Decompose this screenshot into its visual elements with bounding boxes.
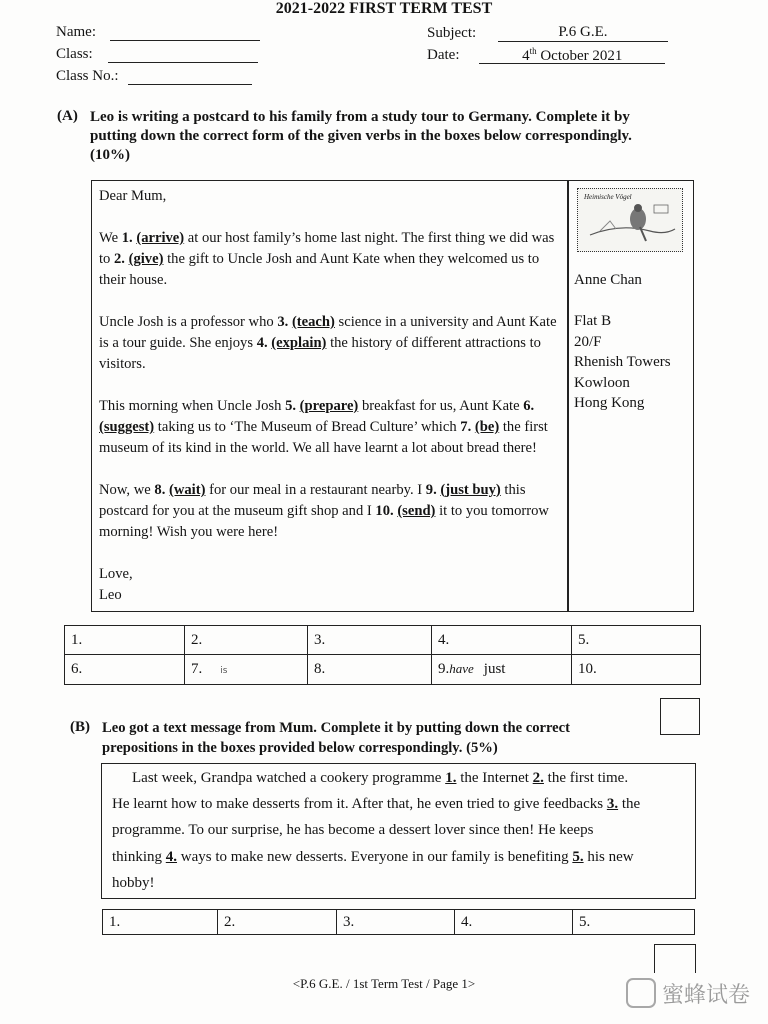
blank-marker: (teach) bbox=[291, 314, 335, 330]
text-segment: the gift to Uncle Josh and Aunt Kate when they welcomed us to their house. bbox=[99, 251, 540, 288]
prep-answer-box-5[interactable]: 5. bbox=[573, 910, 695, 935]
address-name: Anne Chan bbox=[574, 272, 642, 288]
subject-row bbox=[427, 24, 668, 42]
stamp-caption: Heimische Vögel bbox=[584, 193, 632, 201]
letter-paragraph-1 bbox=[99, 228, 561, 291]
part-b-score-box[interactable] bbox=[654, 944, 696, 973]
answer-box-9[interactable] bbox=[432, 655, 572, 685]
answer-box-3[interactable]: 3. bbox=[308, 626, 432, 655]
class-row bbox=[56, 46, 258, 63]
blank-marker: (suggest) bbox=[99, 419, 155, 435]
message-line-3 bbox=[112, 822, 687, 839]
letter-paragraph-4 bbox=[99, 480, 561, 543]
part-a-score-box[interactable] bbox=[660, 698, 700, 735]
part-a-answer-grid bbox=[64, 625, 701, 685]
blank-marker: (send) bbox=[397, 503, 436, 519]
prep-answer-box-4[interactable]: 4. bbox=[455, 910, 573, 935]
blank-marker: 3. bbox=[606, 796, 619, 812]
message-line-2 bbox=[112, 796, 687, 813]
text-segment: the history of different attractions to visitors. bbox=[99, 335, 541, 372]
answer-box-7[interactable] bbox=[185, 655, 308, 685]
part-a-label: (A) bbox=[57, 108, 78, 124]
part-b-instruction bbox=[102, 719, 662, 758]
blank-marker: (be) bbox=[474, 419, 500, 435]
date-label: Date: bbox=[427, 47, 460, 63]
address-block bbox=[574, 270, 671, 413]
answer-box-5[interactable]: 5. bbox=[572, 626, 701, 655]
text-segment: the first museum of its kind in the world. We all have learnt a lot about bread there! bbox=[99, 419, 548, 456]
letter-closing: Love, bbox=[99, 566, 133, 582]
classno-label: Class No.: bbox=[56, 68, 119, 84]
text-segment: This morning when Uncle Josh bbox=[99, 398, 286, 414]
date-row bbox=[427, 46, 665, 64]
answer-box-10[interactable]: 10. bbox=[572, 655, 701, 685]
text-segment: this postcard for you at the museum gift shop and I bbox=[99, 482, 526, 519]
part-a-instruction-line1: Leo is writing a postcard to his family from a study tour to Germany. Complete it by bbox=[90, 109, 630, 125]
text-segment: Last week, Grandpa watched a cookery programme bbox=[132, 770, 446, 786]
blank-marker: (arrive) bbox=[136, 230, 185, 246]
text-segment: Uncle Josh is a professor who bbox=[99, 314, 278, 330]
part-b-instruction-line1: Leo got a text message from Mum. Complete it by putting down the correct bbox=[102, 720, 570, 736]
blank-marker: (give) bbox=[128, 251, 164, 267]
prep-answer-box-1[interactable]: 1. bbox=[103, 910, 218, 935]
blank-marker: (prepare) bbox=[299, 398, 359, 414]
blank-marker: 2. bbox=[532, 770, 544, 786]
date-value bbox=[479, 46, 665, 64]
address-flat: Flat B bbox=[574, 313, 612, 330]
blank-marker: 5. bbox=[572, 849, 584, 865]
watermark bbox=[626, 978, 750, 1009]
text-segment: hobby! bbox=[112, 875, 155, 891]
postcard-letter bbox=[99, 186, 561, 606]
message-line-5 bbox=[112, 875, 687, 892]
text-segment: the bbox=[618, 796, 641, 812]
question-number: 9. bbox=[425, 482, 441, 498]
text-segment: Now, we bbox=[99, 482, 155, 498]
part-b-label: (B) bbox=[70, 719, 90, 735]
class-blank[interactable] bbox=[108, 48, 258, 63]
blank-marker: 1. bbox=[445, 770, 457, 786]
part-b-answer-grid bbox=[102, 909, 695, 935]
text-segment: the first time. bbox=[543, 770, 629, 786]
watermark-text: 蜜蜂试卷 bbox=[661, 983, 750, 1008]
question-number: 1. bbox=[121, 230, 137, 246]
date-suffix: th bbox=[529, 46, 537, 56]
blank-marker: (just buy) bbox=[440, 482, 501, 498]
text-message-box bbox=[101, 763, 696, 899]
question-number: 4. bbox=[256, 335, 272, 351]
handwritten-answer-7: is bbox=[220, 666, 228, 676]
classno-blank[interactable] bbox=[128, 70, 252, 85]
question-number: 7. bbox=[460, 419, 475, 435]
answer-box-4[interactable]: 4. bbox=[432, 626, 572, 655]
blank-marker: (explain) bbox=[271, 335, 327, 351]
letter-paragraph-3 bbox=[99, 396, 561, 459]
bird-illustration-icon bbox=[580, 201, 680, 247]
message-line-4 bbox=[112, 849, 687, 866]
text-segment: science in a university and Aunt Kate is a tour guide. She enjoys bbox=[99, 314, 557, 351]
question-number: 5. bbox=[285, 398, 300, 414]
page-footer: <P.6 G.E. / 1st Term Test / Page 1> bbox=[292, 976, 476, 991]
part-a-instruction-line2: putting down the correct form of the given verbs in the boxes below correspondingly. bbox=[90, 128, 632, 144]
text-segment: the Internet bbox=[456, 770, 533, 786]
answer-box-1[interactable]: 1. bbox=[65, 626, 185, 655]
date-day: 4 bbox=[522, 48, 530, 64]
text-segment: ways to make new desserts. Everyone in our family is benefiting bbox=[177, 849, 573, 865]
answer-box-2[interactable]: 2. bbox=[185, 626, 308, 655]
question-number: 3. bbox=[277, 314, 292, 330]
text-segment: We bbox=[99, 230, 122, 246]
text-segment: thinking bbox=[112, 849, 166, 865]
question-number: 10. bbox=[375, 503, 398, 519]
subject-label: Subject: bbox=[427, 25, 477, 41]
part-b-instruction-line2: prepositions in the boxes provided below correspondingly. (5%) bbox=[102, 739, 498, 756]
text-segment: programme. To our surprise, he has become a dessert lover since then! He keeps bbox=[112, 822, 594, 838]
text-segment: taking us to ‘The Museum of Bread Culture’ which bbox=[154, 419, 461, 435]
classno-row bbox=[56, 68, 252, 85]
text-segment: it to you tomorrow morning! Wish you were here! bbox=[99, 503, 549, 540]
answer-box-8[interactable]: 8. bbox=[308, 655, 432, 685]
message-line-1 bbox=[112, 770, 687, 787]
text-segment: He learnt how to make desserts from it. After that, he even tried to give feedbacks bbox=[112, 796, 607, 812]
watermark-logo-icon bbox=[626, 978, 656, 1008]
handwritten-answer-9a: have bbox=[449, 661, 474, 676]
question-number: 8. bbox=[154, 482, 169, 498]
text-segment: breakfast for us, Aunt Kate bbox=[358, 398, 524, 414]
prep-answer-box-3[interactable]: 3. bbox=[337, 910, 455, 935]
blank-marker: 4. bbox=[165, 849, 178, 865]
address-district: Kowloon bbox=[574, 374, 630, 391]
address-city: Hong Kong bbox=[574, 395, 645, 412]
name-blank[interactable] bbox=[110, 26, 260, 41]
blank-marker: (wait) bbox=[168, 482, 206, 498]
postcard-divider bbox=[567, 181, 569, 611]
prep-answer-box-2[interactable]: 2. bbox=[218, 910, 337, 935]
letter-paragraph-2 bbox=[99, 312, 561, 375]
answer-box-6[interactable]: 6. bbox=[65, 655, 185, 685]
part-a-instruction bbox=[90, 108, 700, 165]
address-floor: 20/F bbox=[574, 333, 602, 350]
letter-signature: Leo bbox=[99, 587, 122, 603]
class-label: Class: bbox=[56, 46, 93, 62]
text-segment: at our host family’s home last night. The first thing we did was to bbox=[99, 230, 555, 267]
name-row bbox=[56, 24, 260, 41]
date-month-year: October 2021 bbox=[536, 48, 623, 64]
part-a-instruction-line3: (10%) bbox=[90, 147, 130, 163]
answer-7-number: 7. bbox=[191, 661, 203, 677]
name-label: Name: bbox=[56, 24, 96, 40]
address-building: Rhenish Towers bbox=[574, 354, 671, 371]
text-segment: for our meal in a restaurant nearby. I bbox=[205, 482, 426, 498]
handwritten-answer-9b: just bbox=[483, 661, 506, 677]
question-number: 6. bbox=[523, 398, 535, 414]
answer-9-number: 9. bbox=[438, 661, 450, 677]
subject-value: P.6 G.E. bbox=[498, 24, 668, 42]
postage-stamp bbox=[577, 188, 683, 252]
test-title: 2021-2022 FIRST TERM TEST bbox=[275, 0, 493, 17]
text-segment: his new bbox=[583, 849, 634, 865]
question-number: 2. bbox=[114, 251, 129, 267]
letter-greeting: Dear Mum, bbox=[99, 188, 167, 204]
